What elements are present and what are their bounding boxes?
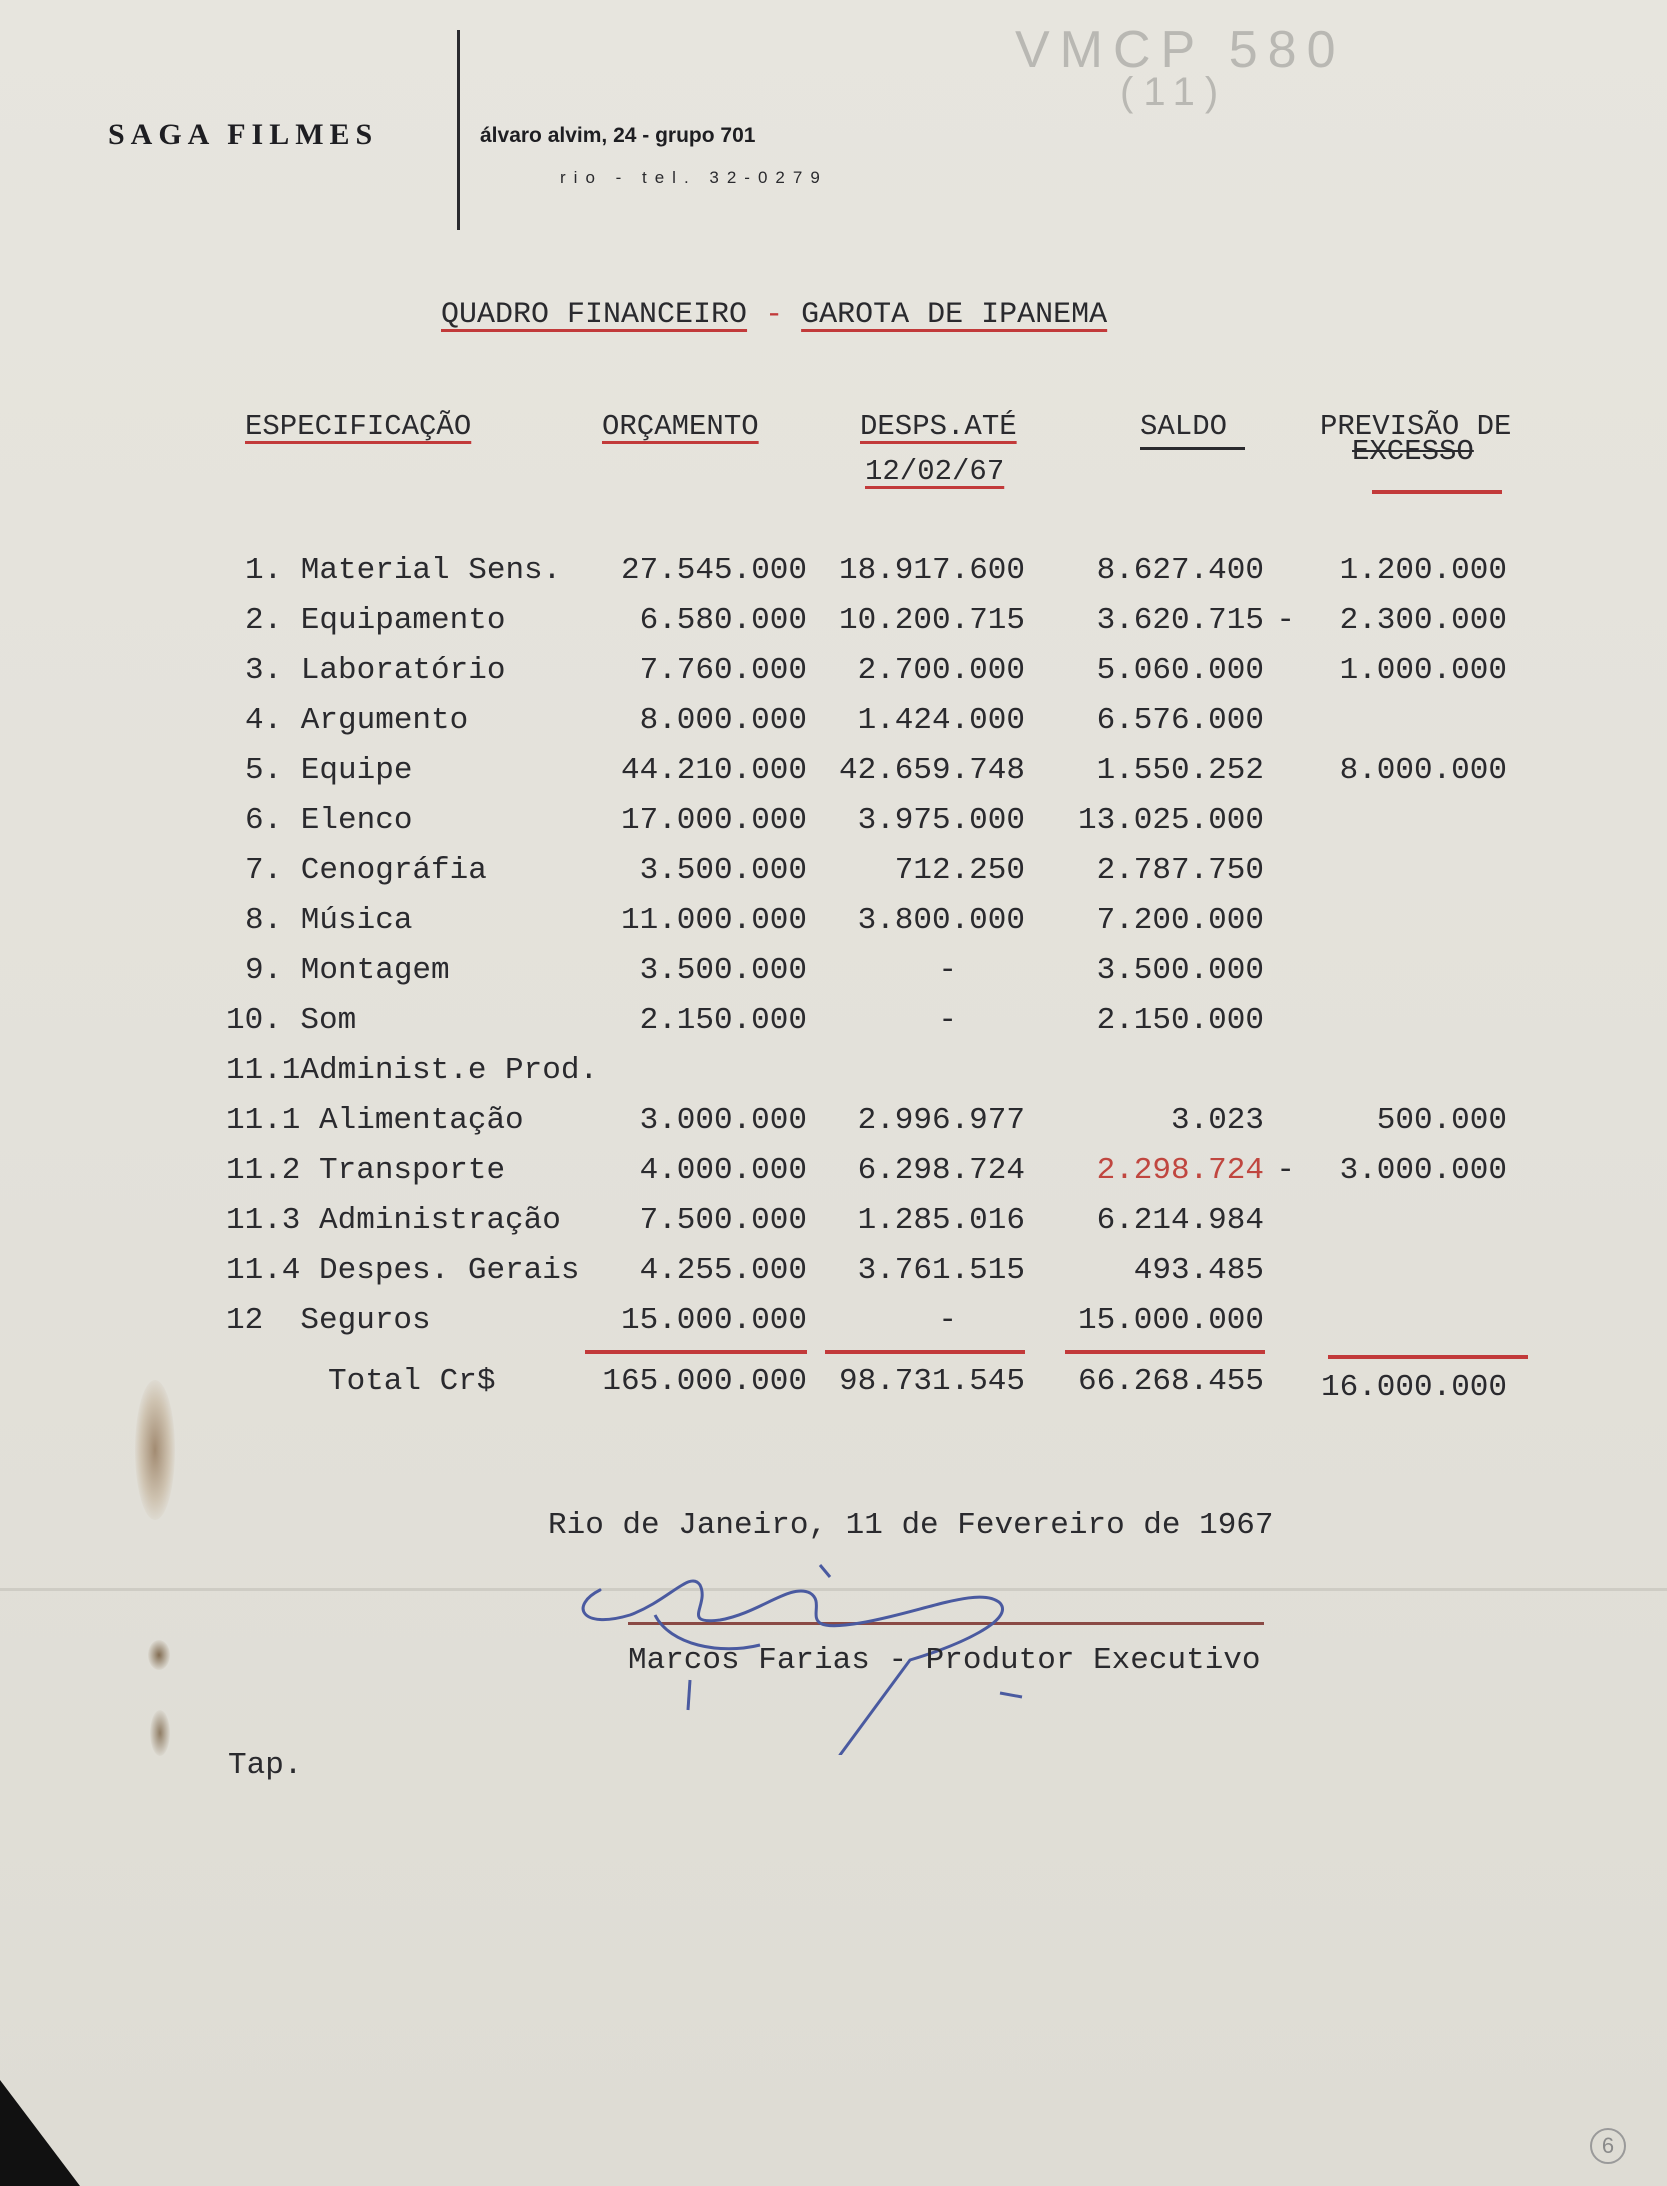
row-budget: 7.760.000	[639, 653, 807, 688]
row-label: 11.2 Transporte	[226, 1153, 506, 1188]
row-label: 2. Equipamento	[245, 603, 506, 638]
row-label: 3. Laboratório	[245, 653, 506, 688]
company-name: SAGA FILMES	[108, 118, 379, 151]
row-forecast: 3.000.000	[1339, 1153, 1507, 1188]
row-budget: 3.500.000	[639, 953, 807, 988]
row-label: 11.1 Alimentação	[226, 1103, 524, 1138]
row-balance: 493.485	[1133, 1253, 1264, 1288]
row-spent: 3.800.000	[857, 903, 1025, 938]
row-spent: 18.917.600	[838, 553, 1025, 588]
title-dash: -	[765, 298, 784, 332]
row-budget: 6.580.000	[639, 603, 807, 638]
row-spent: 10.200.715	[838, 603, 1025, 638]
header-budget: ORÇAMENTO	[602, 410, 759, 443]
typist-initials: Tap.	[228, 1748, 303, 1783]
row-balance: 2.150.000	[1096, 1003, 1264, 1038]
row-label: 8. Música	[245, 903, 413, 938]
row-budget: 3.000.000	[639, 1103, 807, 1138]
header-balance: SALDO	[1140, 410, 1228, 443]
row-label: 6. Elenco	[245, 803, 413, 838]
total-rule-forecast	[1328, 1355, 1528, 1359]
rust-stain	[148, 1640, 170, 1670]
row-spent: 42.659.748	[838, 753, 1025, 788]
row-spent: -	[938, 1303, 957, 1338]
row-budget: 7.500.000	[639, 1203, 807, 1238]
total-rule-budget	[585, 1350, 807, 1354]
row-budget: 27.545.000	[620, 553, 807, 588]
row-label: 11.3 Administração	[226, 1203, 561, 1238]
row-balance: 6.576.000	[1096, 703, 1264, 738]
row-balance: 3.620.715	[1096, 603, 1264, 638]
row-label: 12 Seguros	[226, 1303, 431, 1338]
row-spent: 1.424.000	[857, 703, 1025, 738]
title-right: GAROTA DE IPANEMA	[801, 298, 1108, 332]
header-forecast: PREVISÃO DE	[1320, 410, 1512, 443]
row-balance: 3.500.000	[1096, 953, 1264, 988]
row-forecast: 500.000	[1376, 1103, 1507, 1138]
row-budget: 2.150.000	[639, 1003, 807, 1038]
row-label: 5. Equipe	[245, 753, 413, 788]
row-spent: -	[938, 953, 957, 988]
row-budget: 4.000.000	[639, 1153, 807, 1188]
row-budget: 8.000.000	[639, 703, 807, 738]
row-budget: 4.255.000	[639, 1253, 807, 1288]
header-spent-date: 12/02/67	[865, 455, 1005, 488]
row-spent: 6.298.724	[857, 1153, 1025, 1188]
row-label: 11.1Administ.e Prod.	[226, 1053, 599, 1088]
title-left: QUADRO FINANCEIRO	[441, 298, 748, 332]
row-balance: 3.023	[1170, 1103, 1264, 1138]
row-label: 10. Som	[226, 1003, 357, 1038]
row-forecast: 8.000.000	[1339, 753, 1507, 788]
row-balance: 7.200.000	[1096, 903, 1264, 938]
total-label: Total Cr$	[328, 1364, 496, 1399]
rust-stain	[150, 1710, 170, 1756]
row-budget: 44.210.000	[620, 753, 807, 788]
row-spent: 3.761.515	[857, 1253, 1025, 1288]
row-balance: 2.298.724	[1096, 1153, 1264, 1188]
row-label: 4. Argumento	[245, 703, 469, 738]
total-rule-spent	[825, 1350, 1025, 1354]
row-forecast: 1.000.000	[1339, 653, 1507, 688]
row-balance: 13.025.000	[1077, 803, 1264, 838]
row-budget: 3.500.000	[639, 853, 807, 888]
row-spent: 2.700.000	[857, 653, 1025, 688]
place-date: Rio de Janeiro, 11 de Fevereiro de 1967	[548, 1508, 1274, 1543]
letterhead-divider	[457, 30, 460, 230]
header-spec: ESPECIFICAÇÃO	[245, 410, 472, 443]
signatory: Marcos Farias - Produtor Executivo	[628, 1643, 1261, 1678]
row-balance: 1.550.252	[1096, 753, 1264, 788]
row-spent: -	[938, 1003, 957, 1038]
row-balance: 15.000.000	[1077, 1303, 1264, 1338]
header-balance-underline	[1140, 447, 1245, 450]
pencil-archive-number: (11)	[1120, 70, 1229, 114]
row-flag: -	[1276, 603, 1295, 638]
row-budget: 15.000.000	[620, 1303, 807, 1338]
row-forecast: 2.300.000	[1339, 603, 1507, 638]
row-balance: 5.060.000	[1096, 653, 1264, 688]
corner-shadow	[0, 2080, 80, 2186]
total-balance: 66.268.455	[1077, 1364, 1264, 1399]
pencil-archive-mark: VMCP 580	[1015, 21, 1346, 79]
row-spent: 712.250	[894, 853, 1025, 888]
rust-stain	[135, 1380, 175, 1520]
row-label: 1. Material Sens.	[245, 553, 562, 588]
document-title	[441, 298, 1107, 332]
row-flag: -	[1276, 1153, 1295, 1188]
row-balance: 2.787.750	[1096, 853, 1264, 888]
row-forecast: 1.200.000	[1339, 553, 1507, 588]
total-budget: 165.000.000	[602, 1364, 807, 1399]
row-budget: 11.000.000	[620, 903, 807, 938]
row-label: 9. Montagem	[245, 953, 450, 988]
page-number-mark: 6	[1590, 2128, 1626, 2164]
row-spent: 3.975.000	[857, 803, 1025, 838]
header-forecast-underline	[1372, 490, 1502, 494]
header-forecast-struck: EXCESSO	[1352, 435, 1474, 468]
handwritten-signature	[560, 1495, 1080, 1755]
row-spent: 1.285.016	[857, 1203, 1025, 1238]
header-spent: DESPS.ATÉ	[860, 410, 1017, 443]
total-spent: 98.731.545	[838, 1364, 1025, 1399]
row-label: 7. Cenográfia	[245, 853, 487, 888]
total-rule-balance	[1065, 1350, 1265, 1354]
row-budget: 17.000.000	[620, 803, 807, 838]
company-phone: rio - tel. 32-0279	[560, 168, 828, 187]
row-balance: 6.214.984	[1096, 1203, 1264, 1238]
total-forecast: 16.000.000	[1320, 1370, 1507, 1405]
row-spent: 2.996.977	[857, 1103, 1025, 1138]
row-label: 11.4 Despes. Gerais	[226, 1253, 580, 1288]
row-balance: 8.627.400	[1096, 553, 1264, 588]
company-address: álvaro alvim, 24 - grupo 701	[480, 124, 756, 147]
